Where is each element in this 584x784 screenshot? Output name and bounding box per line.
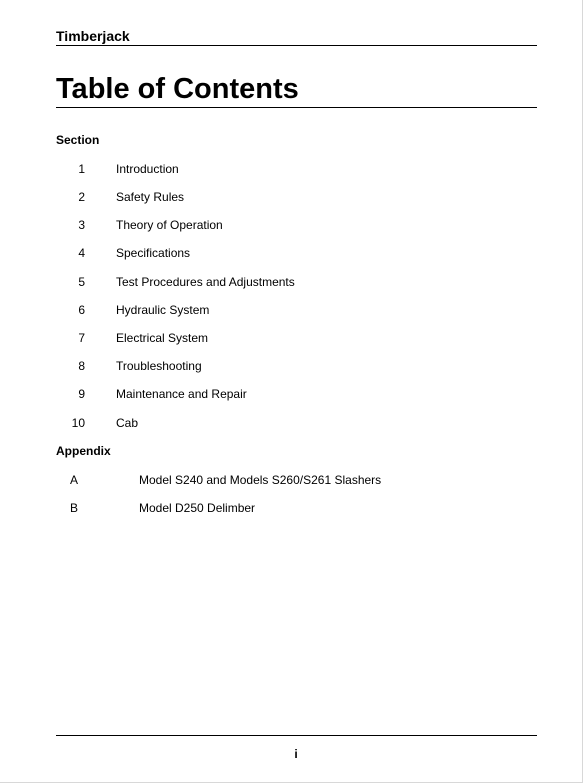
appendix-entry-label: Model D250 Delimber: [139, 501, 256, 515]
appendix-entry-letter: B: [70, 501, 79, 515]
toc-entry-number: 10: [71, 416, 85, 430]
toc-entry-number: 7: [78, 331, 85, 345]
toc-entry-label: Troubleshooting: [116, 359, 202, 373]
page-title: Table of Contents: [56, 73, 299, 105]
toc-entry-number: 6: [78, 303, 85, 317]
page-number: i: [294, 747, 298, 761]
toc-entry-theory-of-operation[interactable]: [0, 217, 584, 233]
toc-entry-label: Cab: [116, 416, 139, 430]
toc-entry-number: 8: [78, 359, 85, 373]
toc-entry-label: Test Procedures and Adjustments: [116, 275, 295, 289]
header-rule: [56, 45, 537, 46]
appendix-entry-a[interactable]: [0, 472, 584, 488]
toc-entry-introduction[interactable]: [0, 161, 584, 177]
appendix-heading: Appendix: [56, 444, 111, 458]
toc-entry-label: Maintenance and Repair: [116, 387, 247, 401]
toc-entry-label: Introduction: [116, 162, 179, 176]
appendix-entry-letter: A: [70, 473, 79, 487]
toc-entry-number: 3: [78, 218, 85, 232]
brand-name: Timberjack: [56, 28, 130, 44]
toc-entry-test-procedures[interactable]: [0, 274, 584, 290]
toc-entry-specifications[interactable]: [0, 245, 584, 261]
appendix-entry-label: Model S240 and Models S260/S261 Slashers: [139, 473, 382, 487]
footer-rule: [56, 735, 537, 736]
toc-entry-electrical-system[interactable]: [0, 330, 584, 346]
toc-entry-label: Theory of Operation: [116, 218, 223, 232]
toc-entry-troubleshooting[interactable]: [0, 358, 584, 374]
toc-entry-label: Hydraulic System: [116, 303, 210, 317]
toc-entry-hydraulic-system[interactable]: [0, 302, 584, 318]
toc-entry-number: 1: [78, 162, 85, 176]
toc-entry-label: Specifications: [116, 246, 191, 260]
toc-entry-safety-rules[interactable]: [0, 189, 584, 205]
toc-entry-maintenance-and-repair[interactable]: [0, 386, 584, 402]
toc-entry-cab[interactable]: [0, 415, 584, 431]
toc-entry-number: 9: [78, 387, 85, 401]
toc-entry-number: 2: [78, 190, 85, 204]
section-heading: Section: [56, 133, 100, 147]
title-rule: [56, 107, 537, 108]
toc-entry-number: 4: [78, 246, 85, 260]
toc-entry-label: Safety Rules: [116, 190, 185, 204]
toc-entry-label: Electrical System: [116, 331, 209, 345]
appendix-entry-b[interactable]: [0, 500, 584, 516]
toc-entry-number: 5: [78, 275, 85, 289]
